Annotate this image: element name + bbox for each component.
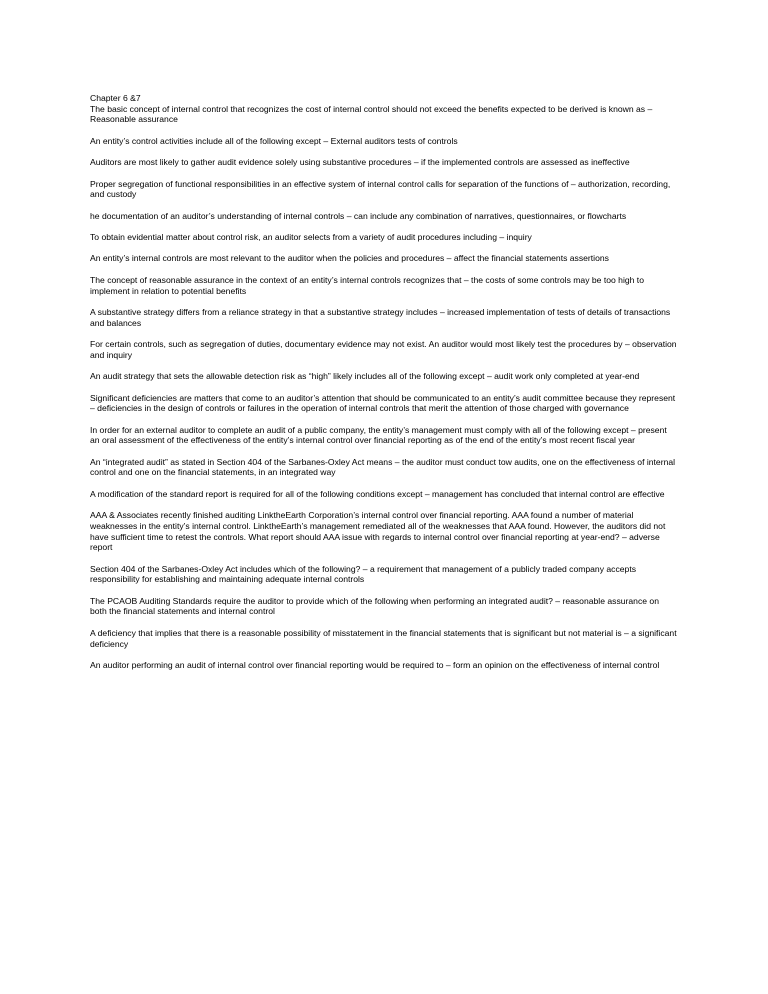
qa-paragraph-15: A modification of the standard report is required for all of the following conditions except – management has concluded that internal control are effective <box>90 488 665 499</box>
qa-paragraph-9: A substantive strategy differs from a reliance strategy in that a substantive strategy includes – increased implementation of tests of details of transactions and balances <box>90 306 671 328</box>
qa-paragraph-11: An audit strategy that sets the allowable detection risk as “high” likely includes all of the following except – audit work only completed at year-end <box>90 371 640 382</box>
qa-paragraph-19: A deficiency that implies that there is a reasonable possibility of misstatement in the financial statements that is significant but not material is – a significant deficiency <box>90 627 677 649</box>
chapter-heading: Chapter 6 &7 <box>90 93 141 103</box>
qa-paragraph-7: An entity’s internal controls are most relevant to the auditor when the policies and procedures – affect the financial statements assertions <box>90 253 609 264</box>
qa-paragraph-1: The basic concept of internal control that recognizes the cost of internal control should not exceed the benefits expected to be derived is known as – Reasonable assurance <box>90 103 653 125</box>
qa-paragraph-16: AAA & Associates recently finished auditing LinktheEarth Corporation’s internal control over financial reporting. AAA found a number of material weaknesses in the entity’s internal control. LinktheEarth’s management remediated all of the weaknesses that AAA found. However, the auditors did not have sufficient time to retest the controls. What report should AAA issue with regards to internal control over financial reporting at year-end? – adverse report <box>90 510 666 553</box>
qa-paragraph-13: In order for an external auditor to complete an audit of a public company, the entity’s management must comply with all of the following except – present an oral assessment of the effectiveness of the entity’s internal control over financial reporting as of the end of the entity’s most recent fiscal year <box>90 424 667 446</box>
qa-paragraph-17: Section 404 of the Sarbanes-Oxley Act includes which of the following? – a requirement that management of a publicly traded company accepts responsibility for establishing and maintaining adequate internal controls <box>90 563 637 585</box>
qa-paragraph-4: Proper segregation of functional responsibilities in an effective system of internal control calls for separation of the functions of – authorization, recording, and custody <box>90 178 671 200</box>
qa-paragraph-6: To obtain evidential matter about control risk, an auditor selects from a variety of audit procedures including – inquiry <box>90 232 532 243</box>
document-page <box>90 93 678 681</box>
qa-paragraph-3: Auditors are most likely to gather audit evidence solely using substantive procedures – if the implemented controls are assessed as ineffective <box>90 157 630 168</box>
qa-paragraph-5: he documentation of an auditor’s understanding of internal controls – can include any combination of narratives, questionnaires, or flowcharts <box>90 210 627 221</box>
qa-paragraph-2: An entity’s control activities include all of the following except – External auditors tests of controls <box>90 135 458 146</box>
qa-paragraph-20: An auditor performing an audit of internal control over financial reporting would be required to – form an opinion on the effectiveness of internal control <box>90 659 660 670</box>
qa-paragraph-12: Significant deficiencies are matters that come to an auditor’s attention that should be communicated to an entity’s audit committee because they represent – deficiencies in the design of controls or failures in the operation of internal controls that merit the attention of those charged with governance <box>90 392 676 414</box>
qa-paragraph-10: For certain controls, such as segregation of duties, documentary evidence may not exist. An auditor would most likely test the procedures by – observation and inquiry <box>90 339 677 360</box>
qa-paragraph-18: The PCAOB Auditing Standards require the auditor to provide which of the following when performing an integrated audit? – reasonable assurance on both the financial statements and internal control <box>90 595 659 617</box>
qa-paragraph-14: An “integrated audit” as stated in Section 404 of the Sarbanes-Oxley Act means – the auditor must conduct tow audits, one on the effectiveness of internal control and one on the financial statements, in an integrated way <box>90 456 676 478</box>
qa-paragraph-8: The concept of reasonable assurance in the context of an entity’s internal controls recognizes that – the costs of some controls may be too high to implement in relation to potential benefits <box>90 274 644 296</box>
